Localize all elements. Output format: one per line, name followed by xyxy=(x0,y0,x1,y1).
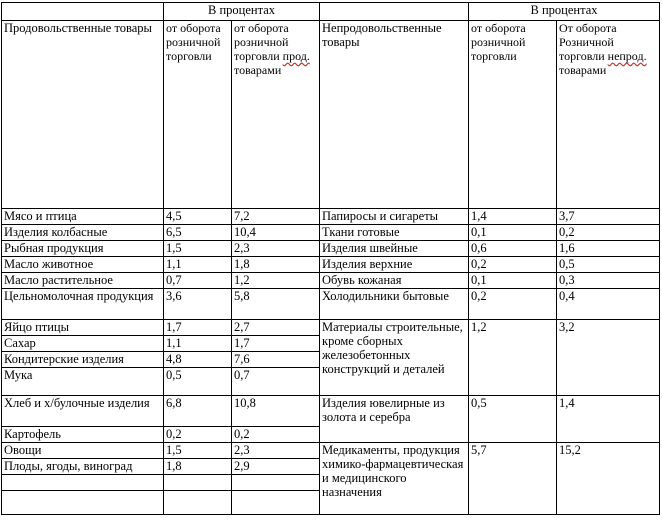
food-pct-retail-header: от оборота розничной торговли xyxy=(164,21,232,209)
nonfood-name-cell: Ткани готовые xyxy=(320,225,469,241)
group-header-left: В процентах xyxy=(164,3,320,21)
nonfood-pct-retail-cell: 0,2 xyxy=(469,257,557,273)
nonfood-name-cell: Изделия ювелирные из золота и серебра xyxy=(320,396,469,443)
table-row xyxy=(2,273,660,289)
food-pct-retail-cell: 0,5 xyxy=(164,368,232,396)
table-row xyxy=(2,241,660,257)
nonfood-pct-nonfood-cell: 0,2 xyxy=(557,225,660,241)
food-pct-retail-cell: 1,7 xyxy=(164,320,232,336)
food-pct-food-cell: 10,4 xyxy=(232,225,320,241)
table-row xyxy=(2,320,660,336)
nonfood-pct-retail-cell: 5,7 xyxy=(469,443,557,515)
food-pct-retail-cell: 1,5 xyxy=(164,443,232,459)
food-column-header: Продовольственные товары xyxy=(2,21,164,209)
food-pct-food-cell: 2,7 xyxy=(232,320,320,336)
table-row xyxy=(2,396,660,427)
column-header-row xyxy=(2,21,660,209)
food-pct-retail-cell: 4,8 xyxy=(164,352,232,368)
food-pct-food-header-a: от оборота розничной торговли xyxy=(234,21,289,63)
nonfood-name-cell: Обувь кожаная xyxy=(320,273,469,289)
nonfood-pct-nonfood-cell: 1,6 xyxy=(557,241,660,257)
retail-turnover-table xyxy=(1,2,660,515)
nonfood-pct-nonfood-cell: 0,3 xyxy=(557,273,660,289)
food-pct-food-cell: 1,8 xyxy=(232,257,320,273)
nonfood-pct-nonfood-header-a: От оборота Розничной торговли xyxy=(559,21,617,63)
nonfood-name-cell: Материалы строительные, кроме сборных железобетонных конструкций и деталей xyxy=(320,320,469,396)
nonfood-pct-nonfood-header xyxy=(557,21,660,209)
nonfood-pct-retail-cell: 0,5 xyxy=(469,396,557,443)
food-pct-retail-cell: 1,5 xyxy=(164,241,232,257)
nonfood-pct-retail-cell: 0,2 xyxy=(469,289,557,320)
food-pct-retail-cell: 3,6 xyxy=(164,289,232,320)
table-row xyxy=(2,225,660,241)
food-pct-food-cell: 2,3 xyxy=(232,241,320,257)
food-pct-retail-cell: 1,1 xyxy=(164,257,232,273)
food-pct-food-cell: 1,7 xyxy=(232,336,320,352)
food-name-cell: Картофель xyxy=(2,427,164,443)
nonfood-pct-nonfood-cell: 3,7 xyxy=(557,209,660,225)
food-pct-food-cell: 0,7 xyxy=(232,368,320,396)
nonfood-pct-nonfood-cell: 0,5 xyxy=(557,257,660,273)
food-name-cell: Кондитерские изделия xyxy=(2,352,164,368)
food-name-cell: Масло животное xyxy=(2,257,164,273)
food-pct-food-cell xyxy=(232,491,320,515)
nonfood-name-cell: Холодильники бытовые xyxy=(320,289,469,320)
food-pct-food-cell: 0,2 xyxy=(232,427,320,443)
nonfood-pct-nonfood-header-b: непрод. xyxy=(607,49,647,63)
food-name-cell: Плоды, ягоды, виноград xyxy=(2,459,164,475)
food-name-cell xyxy=(2,491,164,515)
group-header-right: В процентах xyxy=(469,3,660,21)
food-pct-retail-cell: 4,5 xyxy=(164,209,232,225)
food-name-cell: Масло растительное xyxy=(2,273,164,289)
food-pct-food-cell: 1,2 xyxy=(232,273,320,289)
table-row xyxy=(2,257,660,273)
nonfood-pct-nonfood-cell: 15,2 xyxy=(557,443,660,515)
nonfood-pct-retail-cell: 1,4 xyxy=(469,209,557,225)
food-pct-retail-cell xyxy=(164,491,232,515)
food-pct-food-header xyxy=(232,21,320,209)
food-pct-food-cell: 7,2 xyxy=(232,209,320,225)
nonfood-pct-retail-cell: 0,1 xyxy=(469,273,557,289)
food-name-cell: Изделия колбасные xyxy=(2,225,164,241)
nonfood-pct-nonfood-cell: 3,2 xyxy=(557,320,660,396)
food-pct-food-header-c: товарами xyxy=(234,63,282,77)
nonfood-pct-retail-cell: 0,6 xyxy=(469,241,557,257)
food-pct-food-cell: 5,8 xyxy=(232,289,320,320)
food-name-cell: Цельномолочная продукция xyxy=(2,289,164,320)
food-pct-food-cell: 2,3 xyxy=(232,443,320,459)
food-pct-retail-cell: 1,8 xyxy=(164,459,232,475)
food-pct-food-cell: 10,8 xyxy=(232,396,320,427)
nonfood-pct-nonfood-cell: 1,4 xyxy=(557,396,660,443)
table-row xyxy=(2,443,660,459)
nonfood-pct-retail-cell: 1,2 xyxy=(469,320,557,396)
nonfood-name-cell: Папиросы и сигареты xyxy=(320,209,469,225)
food-name-cell: Овощи xyxy=(2,443,164,459)
food-name-cell xyxy=(2,475,164,491)
food-pct-food-cell: 2,9 xyxy=(232,459,320,475)
food-name-cell: Сахар xyxy=(2,336,164,352)
food-pct-food-cell xyxy=(232,475,320,491)
nonfood-pct-nonfood-cell: 0,4 xyxy=(557,289,660,320)
group-header-row xyxy=(2,3,660,21)
nonfood-column-header: Непродовольственные товары xyxy=(320,21,469,209)
food-pct-retail-cell: 6,8 xyxy=(164,396,232,427)
food-pct-retail-cell: 6,5 xyxy=(164,225,232,241)
nonfood-name-cell: Изделия верхние xyxy=(320,257,469,273)
table-row xyxy=(2,209,660,225)
empty-header-cell xyxy=(320,3,469,21)
food-pct-food-header-b: прод. xyxy=(282,49,310,63)
empty-header-cell xyxy=(2,3,164,21)
food-name-cell: Яйцо птицы xyxy=(2,320,164,336)
nonfood-pct-retail-cell: 0,1 xyxy=(469,225,557,241)
food-pct-retail-cell: 1,1 xyxy=(164,336,232,352)
nonfood-pct-nonfood-header-c: товарами xyxy=(559,63,607,77)
food-name-cell: Мука xyxy=(2,368,164,396)
table-row xyxy=(2,289,660,320)
food-name-cell: Рыбная продукция xyxy=(2,241,164,257)
food-name-cell: Мясо и птица xyxy=(2,209,164,225)
food-name-cell: Хлеб и х/булочные изделия xyxy=(2,396,164,427)
food-pct-retail-cell: 0,2 xyxy=(164,427,232,443)
food-pct-food-cell: 7,6 xyxy=(232,352,320,368)
nonfood-name-cell: Медикаменты, продукция химико-фармацевтическая и медицинского назначения xyxy=(320,443,469,515)
nonfood-name-cell: Изделия швейные xyxy=(320,241,469,257)
food-pct-retail-cell xyxy=(164,475,232,491)
food-pct-retail-cell: 0,7 xyxy=(164,273,232,289)
nonfood-pct-retail-header: от оборота розничной торговли xyxy=(469,21,557,209)
